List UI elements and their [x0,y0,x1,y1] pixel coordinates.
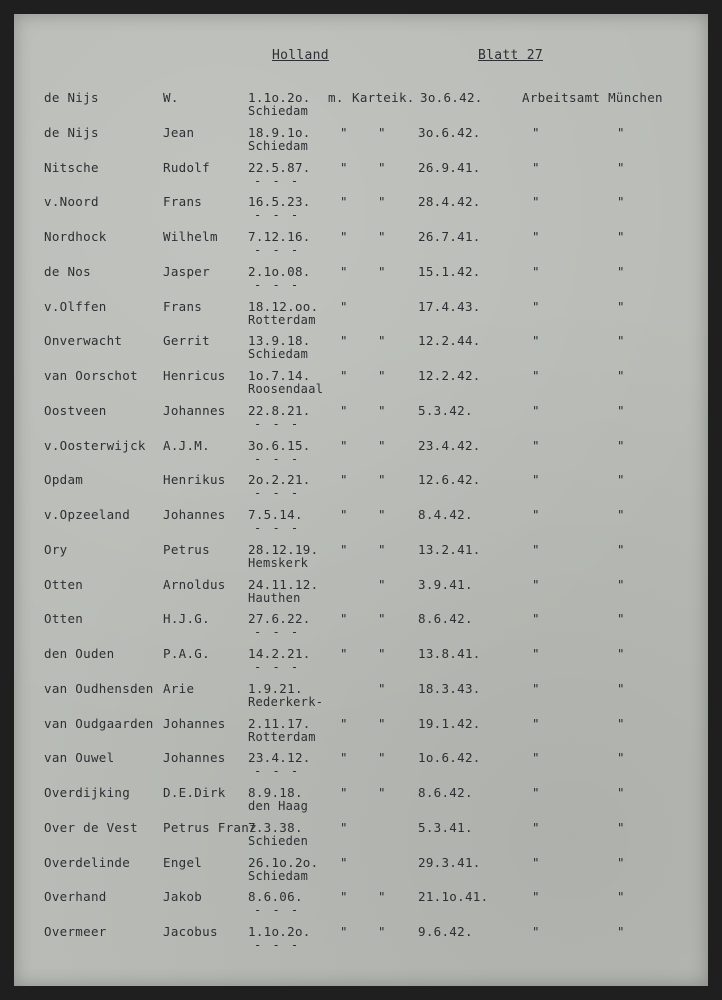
ditto-mark: " [617,819,625,835]
surname: de Nijs [44,124,99,140]
given-name: Jean [163,124,195,140]
birthplace-note: - - - [254,451,301,466]
given-name: Gerrit [163,333,210,349]
given-name: H.J.G. [163,611,210,627]
birth-date: 16.5.23. [248,194,311,210]
ditto-mark: " [617,472,625,488]
ditto-mark: " [340,437,348,453]
birthplace-note: Roosendaal [248,382,324,396]
office: " [532,263,540,279]
birth-date: 13.9.18. [248,333,311,349]
ditto-mark: " [340,854,348,870]
birthplace-note: - - - [254,521,301,535]
birthplace-note: Schiedam [248,347,309,362]
given-name: W. [163,90,179,105]
ditto-mark: " [617,785,625,800]
ditto-mark: " [617,437,625,453]
ditto-mark: " [378,889,386,905]
surname: Nordhock [44,229,107,244]
given-name: Jacobus [163,924,218,939]
birth-date: 23.4.12. [248,750,311,766]
header-sheet-number: Blatt 27 [478,48,544,63]
ditto-mark: " [378,159,386,175]
ditto-mark: " [340,159,348,175]
birth-date: 26.1o.2o. [248,854,319,870]
document-page [14,14,708,986]
registration-date: 15.1.42. [418,263,481,279]
office: " [532,680,540,696]
ditto-mark: m. [328,90,344,105]
registration-date: 26.7.41. [418,229,481,244]
birth-date: 7.3.38. [248,819,303,835]
given-name: Wilhelm [163,229,218,244]
office: " [532,611,540,627]
office: " [532,437,540,453]
given-name: A.J.M. [163,437,210,453]
registration-date: 9.6.42. [418,924,473,939]
office: " [532,646,540,661]
ditto-mark: " [378,229,386,244]
surname: van Oudhensden [44,680,154,696]
ditto-mark: " [617,541,625,557]
birthplace-note: Hauthen [248,590,301,605]
registration-date: 3o.6.42. [418,124,481,140]
surname: v.Oosterwijck [44,437,146,453]
birthplace-note: Schiedam [248,104,309,118]
birth-date: 2o.2.21. [248,472,311,488]
ditto-mark: " [340,750,348,766]
surname: Overhand [44,889,107,905]
birthplace-note: - - - [254,764,301,779]
ditto-mark: " [617,263,625,279]
birth-date: 7.5.14. [248,507,303,522]
ditto-mark: " [340,507,348,522]
ditto-mark: " [378,576,386,592]
ditto-mark: " [378,437,386,453]
registration-date: 29.3.41. [418,854,481,870]
ditto-mark: Karteik. [352,90,415,105]
registration-date: 12.2.42. [418,368,481,383]
ditto-mark: " [378,680,386,696]
birthplace-note: - - - [254,660,301,674]
given-name: Jasper [163,263,210,279]
ditto-mark: " [617,507,625,522]
ditto-mark: " [378,750,386,766]
ditto-mark: " [378,368,386,383]
registration-date: 1o.6.42. [418,750,481,766]
birthplace-note: - - - [254,938,301,952]
surname: Overdelinde [44,854,131,870]
given-name: Arnoldus [163,576,226,592]
given-name: Engel [163,854,203,870]
registration-date: 18.3.43. [418,680,481,696]
surname: Otten [44,576,84,592]
birth-date: 22.8.21. [248,402,311,418]
ditto-mark: " [378,924,386,939]
ditto-mark: " [340,924,348,939]
office: " [532,507,540,522]
ditto-mark: " [378,333,386,349]
ditto-mark: " [617,611,625,627]
given-name: Johannes [163,715,226,731]
registration-date: 5.3.41. [418,819,473,835]
birthplace-note: - - - [254,173,301,188]
office: " [532,924,540,939]
registration-date: 12.6.42. [418,472,481,488]
birthplace-note: den Haag [248,799,309,813]
birth-date: 1.1o.2o. [248,90,311,105]
ditto-mark: " [340,263,348,279]
registration-date: 28.4.42. [418,194,481,210]
ditto-mark: " [378,263,386,279]
birth-date: 18.9.1o. [248,124,311,140]
office: " [532,333,540,349]
ditto-mark: " [617,680,625,696]
office: Arbeitsamt München [522,90,663,105]
office: " [532,785,540,800]
ditto-mark: " [340,298,348,314]
birthplace-note: Rotterdam [248,312,316,327]
ditto-mark: " [617,159,625,175]
office: " [532,229,540,244]
birthplace-note: - - - [254,416,301,431]
ditto-mark: " [617,333,625,349]
birth-date: 1o.7.14. [248,368,311,383]
given-name: Petrus Franz [163,819,257,835]
given-name: Jakob [163,889,203,905]
office: " [532,402,540,418]
office: " [532,750,540,766]
given-name: Henrikus [163,472,226,488]
surname: van Ouwel [44,750,115,766]
birth-date: 1.9.21. [248,680,303,696]
surname: v.Olffen [44,298,107,314]
ditto-mark: " [617,402,625,418]
surname: v.Noord [44,194,99,210]
ditto-mark: " [378,194,386,210]
given-name: Petrus [163,541,210,557]
ditto-mark: " [340,715,348,731]
ditto-mark: " [617,924,625,939]
surname: Overmeer [44,924,107,939]
surname: de Nos [44,263,91,279]
birthplace-note: - - - [254,243,301,257]
surname: de Nijs [44,90,99,105]
ditto-mark: " [378,472,386,488]
registration-date: 8.6.42. [418,611,473,627]
surname: Nitsche [44,159,99,175]
ditto-mark: " [340,541,348,557]
surname: van Oorschot [44,368,138,383]
surname: Ory [44,541,68,557]
birthplace-note: Schiedam [248,868,309,883]
birth-date: 8.6.06. [248,889,303,905]
registration-date: 3o.6.42. [420,90,483,105]
registration-date: 21.1o.41. [418,889,489,905]
birth-date: 14.2.21. [248,646,311,661]
registration-date: 5.3.42. [418,402,473,418]
given-name: D.E.Dirk [163,785,226,800]
given-name: Henricus [163,368,226,383]
ditto-mark: " [617,750,625,766]
given-name: Johannes [163,402,226,418]
ditto-mark: " [378,715,386,731]
registration-date: 12.2.44. [418,333,481,349]
birthplace-note: Schiedam [248,138,309,153]
birthplace-note: Hemskerk [248,555,309,570]
given-name: Frans [163,298,203,314]
office: " [532,159,540,175]
birth-date: 1.1o.2o. [248,924,311,939]
office: " [532,715,540,731]
birthplace-note: Rotterdam [248,729,316,744]
ditto-mark: " [340,785,348,800]
ditto-mark: " [617,889,625,905]
given-name: Rudolf [163,159,210,175]
ditto-mark: " [378,646,386,661]
office: " [532,854,540,870]
birthplace-note: - - - [254,486,301,501]
office: " [532,889,540,905]
surname: Over de Vest [44,819,138,835]
ditto-mark: " [617,229,625,244]
office: " [532,368,540,383]
surname: van Oudgaarden [44,715,154,731]
registration-date: 17.4.43. [418,298,481,314]
surname: v.Opzeeland [44,507,131,522]
office: " [532,298,540,314]
birthplace-note: - - - [254,625,301,640]
birth-date: 22.5.87. [248,159,311,175]
registration-date: 26.9.41. [418,159,481,175]
registration-date: 13.2.41. [418,541,481,557]
office: " [532,124,540,140]
ditto-mark: " [340,333,348,349]
birthplace-note: Rederkerk- [248,694,324,709]
ditto-mark: " [340,819,348,835]
surname: Oostveen [44,402,107,418]
registration-date: 23.4.42. [418,437,481,453]
ditto-mark: " [617,646,625,661]
registration-date: 8.4.42. [418,507,473,522]
ditto-mark: " [617,715,625,731]
birth-date: 28.12.19. [248,541,319,557]
birth-date: 2.11.17. [248,715,311,731]
office: " [532,819,540,835]
surname: Opdam [44,472,84,488]
surname: Onverwacht [44,333,123,349]
header-country: Holland [272,48,329,63]
ditto-mark: " [340,472,348,488]
birth-date: 27.6.22. [248,611,311,627]
ditto-mark: " [340,646,348,661]
registration-date: 8.6.42. [418,785,473,800]
ditto-mark: " [378,402,386,418]
ditto-mark: " [617,854,625,870]
birth-date: 3o.6.15. [248,437,311,453]
ditto-mark: " [340,611,348,627]
ditto-mark: " [617,194,625,210]
given-name: Johannes [163,750,226,766]
given-name: Frans [163,194,203,210]
birth-date: 7.12.16. [248,229,311,244]
ditto-mark: " [617,368,625,383]
ditto-mark: " [378,507,386,522]
birth-date: 2.1o.08. [248,263,311,279]
birthplace-note: - - - [254,277,301,292]
given-name: P.A.G. [163,646,210,661]
birth-date: 8.9.18. [248,785,303,800]
surname: Otten [44,611,84,627]
ditto-mark: " [340,402,348,418]
ditto-mark: " [340,368,348,383]
ditto-mark: " [378,611,386,627]
ditto-mark: " [340,124,348,140]
registration-date: 19.1.42. [418,715,481,731]
birthplace-note: - - - [254,903,301,918]
ditto-mark: " [340,229,348,244]
registration-date: 3.9.41. [418,576,473,592]
surname: den Ouden [44,646,115,661]
office: " [532,541,540,557]
ditto-mark: " [340,194,348,210]
surname: Overdijking [44,785,131,800]
ditto-mark: " [378,124,386,140]
office: " [532,576,540,592]
birth-date: 18.12.oo. [248,298,319,314]
birthplace-note: - - - [254,208,301,223]
office: " [532,472,540,488]
ditto-mark: " [617,124,625,140]
ditto-mark: " [378,785,386,800]
ditto-mark: " [617,576,625,592]
birth-date: 24.11.12. [248,576,319,592]
registration-date: 13.8.41. [418,646,481,661]
ditto-mark: " [340,889,348,905]
given-name: Arie [163,680,195,696]
given-name: Johannes [163,507,226,522]
office: " [532,194,540,210]
ditto-mark: " [617,298,625,314]
ditto-mark: " [378,541,386,557]
birthplace-note: Schieden [248,833,309,848]
